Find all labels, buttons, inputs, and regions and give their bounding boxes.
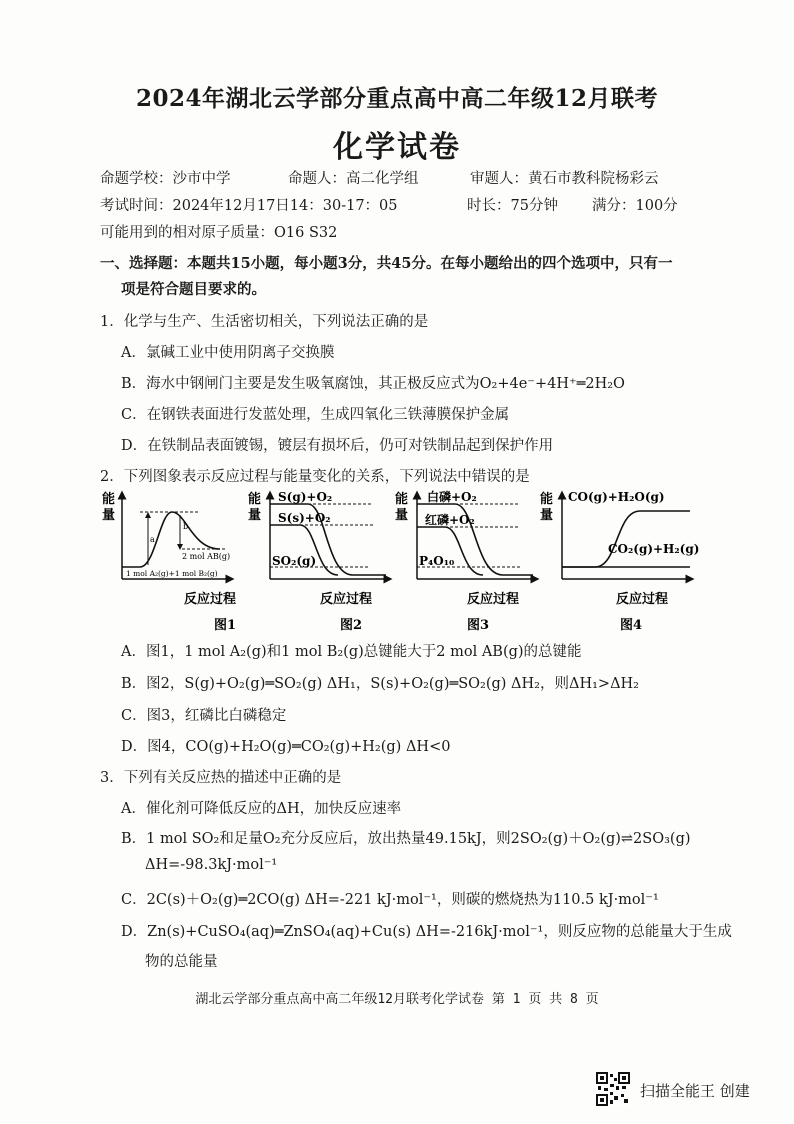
question-2-stem: 2．下列图象表示反应过程与能量变化的关系，下列说法中错误的是 — [100, 469, 530, 485]
qr-code-icon — [596, 1072, 630, 1106]
fig3-level-1: 白磷+O₂ — [427, 490, 477, 504]
fig4-level-2: CO₂(g)+H₂(g) — [608, 542, 700, 556]
question-1-option-a: A．氯碱工业中使用阴离子交换膜 — [121, 345, 335, 361]
fig2-x-axis-label: 反应过程 — [320, 592, 373, 607]
fig2-y-axis-line1: 能 — [248, 492, 262, 507]
fig1-product-label: 2 mol AB(g) — [182, 552, 231, 561]
school-label: 命题学校：沙市中学 — [100, 171, 231, 187]
subject-title: 化学试卷 — [333, 130, 461, 165]
fig2-level-3: SO₂(g) — [272, 554, 317, 568]
question-3-option-d-cont: 物的总能量 — [145, 954, 218, 970]
fig2-level-1: S(g)+O₂ — [278, 490, 333, 504]
exam-title: 2024年湖北云学部分重点高中高二年级12月联考 — [135, 85, 659, 112]
fig1-y-axis-line1: 能 — [102, 492, 116, 507]
fig2-y-axis-line2: 量 — [248, 508, 262, 523]
question-3-option-c: C．2C(s)＋O₂(g)═2CO(g) ΔH=-221 kJ·mol⁻¹，则碳的燃烧热为110.5 kJ·mol⁻¹ — [121, 892, 659, 908]
question-3-option-b: B．1 mol SO₂和足量O₂充分反应后，放出热量49.15kJ，则2SO₂(g)＋O₂(g)⇌2SO₃(g) — [121, 831, 691, 847]
question-1-option-b: B．海水中钢闸门主要是发生吸氧腐蚀，其正极反应式为O₂+4e⁻+4H⁺═2H₂O — [121, 376, 625, 392]
reviewer-label: 审题人：黄石市教科院杨彩云 — [470, 171, 659, 187]
question-2-option-a: A．图1，1 mol A₂(g)和1 mol B₂(g)总键能大于2 mol AB(g)的总键能 — [121, 644, 582, 660]
figure-3 — [395, 487, 545, 636]
fig1-caption: 图1 — [214, 618, 237, 633]
fig4-level-1: CO(g)+H₂O(g) — [568, 490, 665, 504]
page-footer: 湖北云学部分重点高中高二年级12月联考化学试卷 第 1 页 共 8 页 — [195, 992, 599, 1007]
question-1-stem: 1．化学与生产、生活密切相关，下列说法正确的是 — [100, 314, 429, 330]
question-3-option-d: D．Zn(s)+CuSO₄(aq)═ZnSO₄(aq)+Cu(s) ΔH=-216kJ·mol⁻¹，则反应物的总能量大于生成 — [121, 924, 732, 940]
fig3-level-2: 红磷+O₂ — [425, 513, 475, 527]
fig3-caption: 图3 — [467, 618, 490, 633]
scanner-watermark: 扫描全能王 创建 — [640, 1082, 750, 1100]
exam-duration: 时长：75分钟 — [467, 198, 558, 214]
author-label: 命题人：高二化学组 — [288, 171, 419, 187]
question-2-option-b: B．图2，S(g)+O₂(g)═SO₂(g) ΔH₁，S(s)+O₂(g)═SO₂(g) ΔH₂，则ΔH₁>ΔH₂ — [121, 676, 639, 692]
fig1-x-axis-label: 反应过程 — [184, 592, 237, 607]
fig1-reactant-label: 1 mol A₂(g)+1 mol B₂(g) — [126, 569, 218, 578]
fig3-y-axis-line1: 能 — [395, 492, 409, 507]
question-3-stem: 3．下列有关反应热的描述中正确的是 — [100, 770, 342, 786]
question-1-option-c: C．在钢铁表面进行发蓝处理，生成四氧化三铁薄膜保护金属 — [121, 407, 510, 423]
fig2-caption: 图2 — [340, 618, 363, 633]
question-1-option-d: D．在铁制品表面镀锡，镀层有损坏后，仍可对铁制品起到保护作用 — [121, 438, 554, 454]
exam-time: 考试时间：2024年12月17日14：30-17：05 — [100, 198, 398, 214]
question-2-option-d: D．图4，CO(g)+H₂O(g)═CO₂(g)+H₂(g) ΔH<0 — [121, 739, 451, 755]
fig4-caption: 图4 — [620, 618, 643, 633]
question-3-option-a: A．催化剂可降低反应的ΔH，加快反应速率 — [121, 801, 402, 817]
section-instructions: 一、选择题：本题共15小题，每小题3分，共45分。在每小题给出的四个选项中，只有一 — [100, 255, 673, 272]
fig1-label-a: a — [150, 535, 155, 544]
fig3-x-axis-label: 反应过程 — [467, 592, 520, 607]
fig1-label-b: b — [183, 522, 189, 531]
fig1-y-axis-line2: 量 — [102, 508, 116, 523]
fig4-y-axis-line2: 量 — [540, 508, 554, 523]
figure-2 — [248, 487, 398, 636]
figure-4 — [540, 487, 700, 636]
atomic-mass-note: 可能用到的相对原子质量：O16 S32 — [100, 225, 338, 241]
section-instructions-cont: 项是符合题目要求的。 — [121, 281, 266, 298]
fig3-level-3: P₄O₁₀ — [419, 554, 455, 568]
question-3-option-b-cont: ΔH=-98.3kJ·mol⁻¹ — [145, 857, 278, 873]
fig4-x-axis-label: 反应过程 — [616, 592, 669, 607]
fig2-level-2: S(s)+O₂ — [278, 511, 331, 525]
full-score: 满分：100分 — [592, 198, 678, 214]
question-2-option-c: C．图3，红磷比白磷稳定 — [121, 708, 287, 724]
figure-1 — [100, 487, 240, 636]
fig3-y-axis-line2: 量 — [395, 508, 409, 523]
fig4-y-axis-line1: 能 — [540, 492, 554, 507]
